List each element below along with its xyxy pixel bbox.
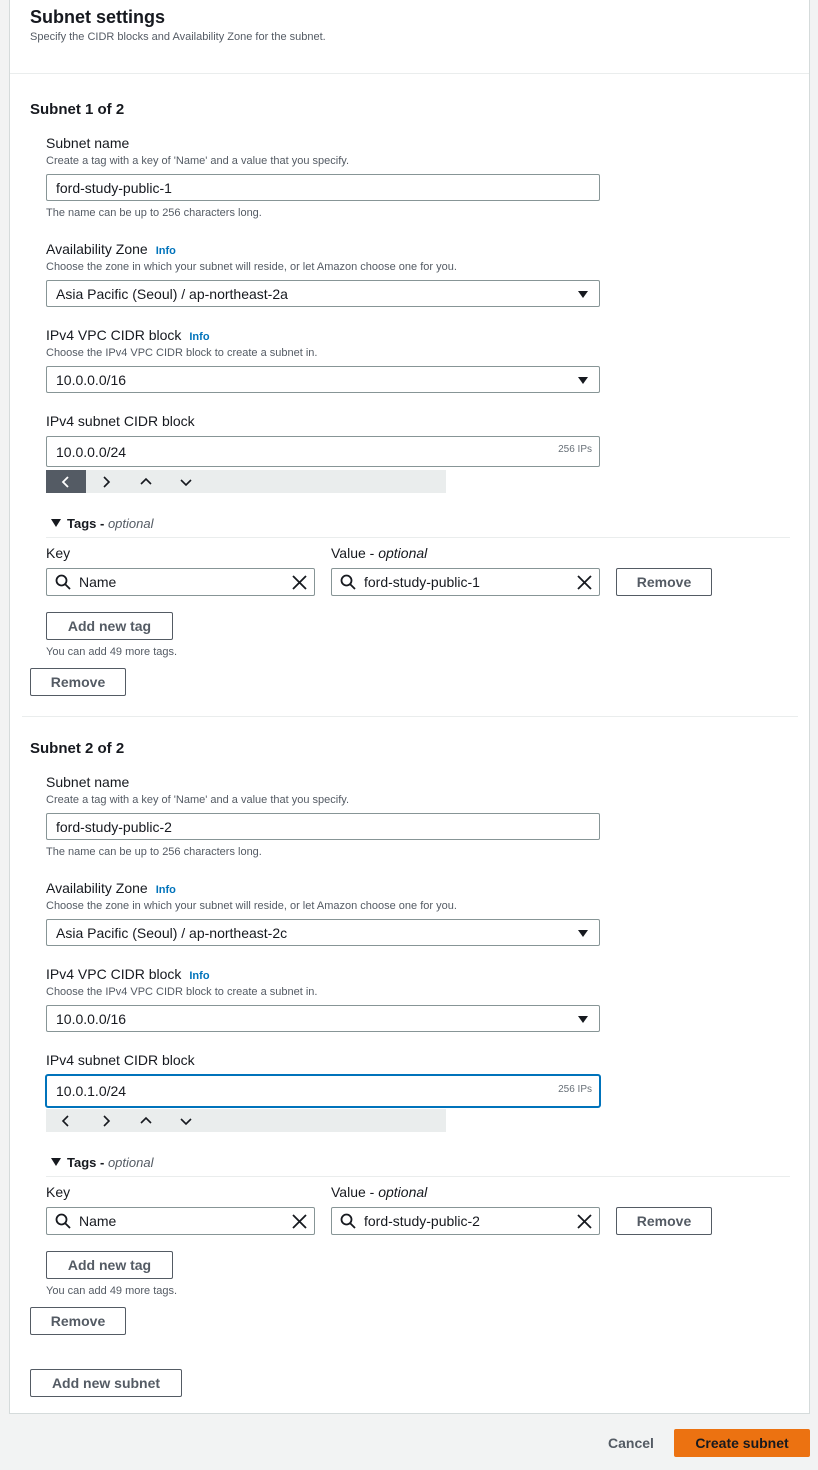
caret-down-icon [578, 930, 588, 937]
chevron-right-icon[interactable] [86, 470, 126, 493]
search-icon [54, 573, 72, 591]
subnet-name-value: ford-study-public-2 [56, 818, 172, 835]
subnet-name-description: Create a tag with a key of 'Name' and a value that you specify. [46, 794, 349, 806]
subnet-name-input[interactable] [46, 813, 600, 840]
subnet-heading: Subnet 1 of 2 [30, 101, 125, 118]
vpc-cidr-value: 10.0.0.0/16 [56, 371, 127, 388]
add-new-tag-button[interactable]: Add new tag [46, 1251, 173, 1279]
tags-hint: You can add 49 more tags. [46, 646, 178, 658]
tags-expander[interactable] [51, 516, 153, 531]
chevron-up-icon[interactable] [126, 470, 166, 493]
tag-value-input[interactable] [331, 568, 600, 596]
search-icon [339, 1212, 357, 1230]
tag-key-input[interactable] [46, 1207, 315, 1235]
subnet-name-input[interactable] [46, 174, 600, 201]
caret-down-icon [578, 291, 588, 298]
subnet-heading: Subnet 2 of 2 [30, 740, 125, 757]
availability-zone-select[interactable] [46, 919, 600, 946]
value-column-header [331, 545, 427, 561]
chevron-up-icon[interactable] [126, 1109, 166, 1132]
page-description: Specify the CIDR blocks and Availability Zone for the subnet. [30, 31, 326, 43]
availability-zone-value: Asia Pacific (Seoul) / ap-northeast-2c [56, 924, 288, 941]
caret-down-icon [51, 519, 61, 527]
remove-tag-button[interactable]: Remove [616, 1207, 712, 1235]
clear-icon[interactable] [292, 575, 307, 590]
availability-zone-label [46, 880, 176, 896]
info-link[interactable]: Info [189, 331, 210, 343]
subnet-cidr-input[interactable] [46, 436, 600, 467]
chevron-down-icon[interactable] [166, 470, 206, 493]
key-column-header: Key [46, 545, 71, 561]
value-header-text: Value - [331, 1184, 379, 1200]
tag-value-value: ford-study-public-2 [364, 1213, 480, 1229]
subnet-name-description: Create a tag with a key of 'Name' and a value that you specify. [46, 155, 349, 167]
tag-value-value: ford-study-public-1 [364, 574, 480, 590]
page-title: Subnet settings [30, 7, 166, 27]
subnet-divider [22, 716, 798, 717]
vpc-cidr-description: Choose the IPv4 VPC CIDR block to create a subnet in. [46, 347, 318, 359]
vpc-cidr-select[interactable] [46, 366, 600, 393]
tags-optional: optional [107, 516, 154, 531]
ip-count: 256 IPs [558, 1084, 592, 1095]
create-subnet-button[interactable]: Create subnet [674, 1429, 810, 1457]
vpc-cidr-description: Choose the IPv4 VPC CIDR block to create a subnet in. [46, 986, 318, 998]
subnet-name-value: ford-study-public-1 [56, 179, 172, 196]
availability-zone-label-text: Availability Zone [46, 880, 148, 896]
remove-tag-button[interactable]: Remove [616, 568, 712, 596]
availability-zone-value: Asia Pacific (Seoul) / ap-northeast-2a [56, 285, 288, 302]
clear-icon[interactable] [577, 1214, 592, 1229]
vpc-cidr-label-text: IPv4 VPC CIDR block [46, 327, 182, 343]
tag-value-input[interactable] [331, 1207, 600, 1235]
tags-optional: optional [107, 1155, 154, 1170]
remove-subnet-button[interactable]: Remove [30, 668, 126, 696]
cidr-stepper [46, 470, 446, 493]
value-header-text: Value - [331, 545, 379, 561]
cidr-stepper [46, 1109, 446, 1132]
header-divider [10, 73, 809, 74]
tags-divider [46, 1176, 790, 1177]
tags-expander[interactable] [51, 1155, 153, 1170]
vpc-cidr-value: 10.0.0.0/16 [56, 1010, 127, 1027]
subnet-cidr-input[interactable] [45, 1074, 601, 1108]
vpc-cidr-select[interactable] [46, 1005, 600, 1032]
add-new-tag-button[interactable]: Add new tag [46, 612, 173, 640]
caret-down-icon [578, 1016, 588, 1023]
subnet-name-label: Subnet name [46, 135, 130, 151]
subnet-cidr-label: IPv4 subnet CIDR block [46, 413, 195, 429]
clear-icon[interactable] [292, 1214, 307, 1229]
availability-zone-description: Choose the zone in which your subnet will reside, or let Amazon choose one for you. [46, 900, 457, 912]
search-icon [339, 573, 357, 591]
info-link[interactable]: Info [155, 245, 176, 257]
vpc-cidr-label-text: IPv4 VPC CIDR block [46, 966, 182, 982]
value-optional: optional [378, 545, 428, 561]
chevron-left-icon[interactable] [46, 470, 86, 493]
subnet-name-label: Subnet name [46, 774, 130, 790]
subnet-name-hint: The name can be up to 256 characters long. [46, 846, 262, 858]
search-icon [54, 1212, 72, 1230]
info-link[interactable]: Info [189, 970, 210, 982]
subnet-cidr-value: 10.0.0.0/24 [56, 443, 127, 460]
vpc-cidr-label [46, 966, 210, 982]
ip-count: 256 IPs [558, 444, 592, 455]
caret-down-icon [51, 1158, 61, 1166]
availability-zone-label-text: Availability Zone [46, 241, 148, 257]
tag-key-input[interactable] [46, 568, 315, 596]
vpc-cidr-label [46, 327, 210, 343]
subnet-cidr-label: IPv4 subnet CIDR block [46, 1052, 195, 1068]
availability-zone-select[interactable] [46, 280, 600, 307]
value-optional: optional [378, 1184, 428, 1200]
info-link[interactable]: Info [155, 884, 176, 896]
subnet-name-hint: The name can be up to 256 characters long. [46, 207, 262, 219]
tag-key-value: Name [79, 574, 117, 590]
tags-divider [46, 537, 790, 538]
value-column-header [331, 1184, 427, 1200]
chevron-down-icon[interactable] [166, 1109, 206, 1132]
remove-subnet-button[interactable]: Remove [30, 1307, 126, 1335]
chevron-right-icon[interactable] [86, 1109, 126, 1132]
tags-title: Tags - [67, 1155, 108, 1170]
key-column-header: Key [46, 1184, 71, 1200]
caret-down-icon [578, 377, 588, 384]
subnet-cidr-value: 10.0.1.0/24 [56, 1083, 127, 1099]
clear-icon[interactable] [577, 575, 592, 590]
availability-zone-description: Choose the zone in which your subnet will reside, or let Amazon choose one for you. [46, 261, 457, 273]
tags-title: Tags - [67, 516, 108, 531]
tags-hint: You can add 49 more tags. [46, 1285, 178, 1297]
tag-key-value: Name [79, 1213, 117, 1229]
availability-zone-label [46, 241, 176, 257]
add-new-subnet-button[interactable]: Add new subnet [30, 1369, 182, 1397]
cancel-button[interactable]: Cancel [608, 1435, 654, 1451]
chevron-left-icon[interactable] [46, 1109, 86, 1132]
